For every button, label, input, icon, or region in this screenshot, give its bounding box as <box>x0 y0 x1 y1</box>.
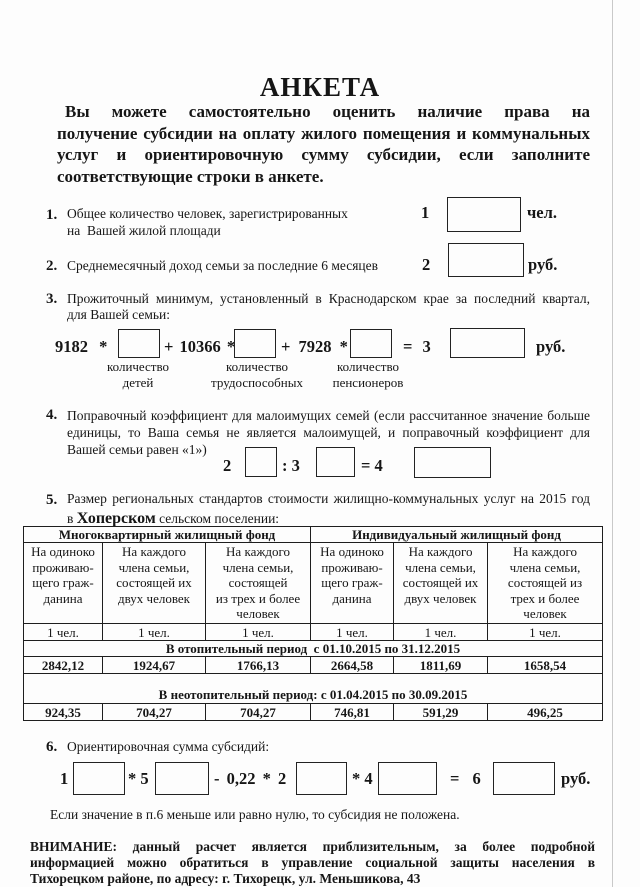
q4-divide-label: : 3 <box>282 456 300 475</box>
unit-cell: 1 чел. <box>311 624 394 641</box>
page-title: АНКЕТА <box>259 72 381 102</box>
q1-field-number: 1 <box>421 203 430 222</box>
unit-cell: 1 чел. <box>206 624 311 641</box>
q6-number: 6. <box>46 739 58 755</box>
q2-field-number: 2 <box>422 255 431 274</box>
q3-number: 3. <box>46 291 58 307</box>
q6-subsidy-sum-field[interactable] <box>493 762 555 795</box>
q1-people-count-field[interactable] <box>447 197 521 232</box>
q4-field-b[interactable] <box>316 447 355 477</box>
q6-field-2[interactable] <box>296 762 347 795</box>
warning-line-2: информацией можно обратиться в управление социальной защиты населения в <box>30 855 595 870</box>
q3-children-count-field[interactable] <box>118 329 160 358</box>
q4-field-a[interactable] <box>245 447 277 477</box>
intro-line-4: соответствующие строки в анкете. <box>57 167 324 186</box>
intro-line-1: Вы можете самостоятельно оценить наличие права на <box>65 102 590 121</box>
q1-text-line-2: на Вашей жилой площади <box>67 223 221 238</box>
value-cell: 746,81 <box>311 704 394 721</box>
column-header: На одиноко проживаю- щего граж- данина <box>311 543 394 624</box>
q5-settlement-name: Хоперском <box>76 510 156 527</box>
q4-start-number: 2 <box>223 456 232 475</box>
housing-standards-table <box>23 526 603 721</box>
q3-result-label: = 3 <box>403 337 431 356</box>
q4-coefficient-field[interactable] <box>414 447 491 478</box>
non-heating-period-label: В неотопительный период: с 01.04.2015 по 30.09.2015 <box>24 674 603 704</box>
q6-field-1[interactable] <box>73 762 125 795</box>
q2-income-field[interactable] <box>448 243 524 277</box>
q2-unit: руб. <box>528 255 558 274</box>
column-header: На каждого члена семьи, состоящей их двух человек <box>394 543 488 624</box>
q6-result-label: = 6 <box>450 769 481 788</box>
value-cell: 704,27 <box>103 704 206 721</box>
q6-start-number: 1 <box>60 769 69 788</box>
q3-label-workers: количество трудоспособных <box>211 359 303 390</box>
q3-children-rate: 9182 * <box>55 337 108 356</box>
intro-line-3: услуг и ориентировочную сумму субсидии, если заполните <box>57 145 590 164</box>
q6-unit: руб. <box>561 769 591 788</box>
q3-label-pensioners: количество пенсионеров <box>332 359 404 390</box>
q3-subsistence-minimum-field[interactable] <box>450 328 525 358</box>
q3-pensioners-count-field[interactable] <box>350 329 392 358</box>
value-cell: 591,29 <box>394 704 488 721</box>
q5-prefix: в <box>67 511 74 526</box>
value-cell: 2842,12 <box>24 657 103 674</box>
non-heating-values-row <box>24 704 603 721</box>
unit-cell: 1 чел. <box>488 624 603 641</box>
value-cell: 1658,54 <box>488 657 603 674</box>
warning-line-1: ВНИМАНИЕ: данный расчет является приблизительным, за более подробной <box>30 839 595 854</box>
value-cell: 704,27 <box>206 704 311 721</box>
q4-number: 4. <box>46 407 58 423</box>
q1-text-line-1: Общее количество человек, зарегистрированных <box>67 206 348 221</box>
q5-number: 5. <box>46 492 58 508</box>
column-header: На каждого члена семьи, состоящей из трех и более человек <box>206 543 311 624</box>
group-individual-fund: Индивидуальный жилищный фонд <box>311 527 603 543</box>
q4-text-line-1: Поправочный коэффициент для малоимущих семей (если рассчитанное значение больше <box>67 408 590 423</box>
non-heating-period-row <box>24 674 603 704</box>
group-apartment-fund: Многоквартирный жилищный фонд <box>24 527 311 543</box>
q3-unit: руб. <box>536 337 566 356</box>
q1-unit: чел. <box>527 203 558 222</box>
unit-cell: 1 чел. <box>24 624 103 641</box>
q3-text-line-2: для Вашей семьи: <box>67 307 170 322</box>
column-header: На каждого члена семьи, состоящей их двух человек <box>103 543 206 624</box>
q4-text-line-3: Вашей семьи равен «1») <box>67 442 207 457</box>
value-cell: 1811,69 <box>394 657 488 674</box>
value-cell: 1924,67 <box>103 657 206 674</box>
q2-number: 2. <box>46 258 58 274</box>
q6-op-3: * 4 <box>352 769 373 788</box>
unit-cell: 1 чел. <box>103 624 206 641</box>
q3-pensioners-rate: + 7928 * <box>281 337 348 356</box>
q4-text-line-2: единицы, то Ваша семья не является малоимущей, и поправочный коэффициент для <box>67 425 590 440</box>
q6-op-2: - 0,22 * 2 <box>214 769 287 788</box>
value-cell: 924,35 <box>24 704 103 721</box>
column-header: На одиноко проживаю- щего граж- данина <box>24 543 103 624</box>
q6-note: Если значение в п.6 меньше или равно нулю, то субсидия не положена. <box>50 807 460 822</box>
intro-line-2: получение субсидии на оплату жилого помещения и коммунальных <box>57 124 590 143</box>
warning-line-3: Тихорецком районе, по адресу: г. Тихорецк, ул. Меньшикова, 43 <box>30 871 421 886</box>
table-group-header-row <box>24 527 603 543</box>
q4-result-label: = 4 <box>361 456 383 475</box>
q6-field-5[interactable] <box>155 762 209 795</box>
value-cell: 2664,58 <box>311 657 394 674</box>
table-units-row <box>24 624 603 641</box>
q3-text-line-1: Прожиточный минимум, установленный в Краснодарском крае за последний квартал, <box>67 291 590 306</box>
column-header: На каждого члена семьи, состоящей из трех и более человек <box>488 543 603 624</box>
q6-field-4[interactable] <box>378 762 437 795</box>
q6-text: Ориентировочная сумма субсидий: <box>67 739 270 754</box>
q6-op-1: * 5 <box>128 769 149 788</box>
q2-text: Среднемесячный доход семьи за последние 6 месяцев <box>67 258 379 273</box>
table-column-header-row <box>24 543 603 624</box>
value-cell: 1766,13 <box>206 657 311 674</box>
q3-workers-rate: + 10366 * <box>164 337 236 356</box>
q5-text-line-1: Размер региональных стандартов стоимости жилищно-коммунальных услуг на 2015 год <box>67 491 590 506</box>
heating-period-label: В отопительный период с 01.10.2015 по 31.12.2015 <box>24 641 603 657</box>
heating-values-row <box>24 657 603 674</box>
q3-workers-count-field[interactable] <box>234 329 276 358</box>
value-cell: 496,25 <box>488 704 603 721</box>
q1-number: 1. <box>46 207 58 223</box>
heating-period-row <box>24 641 603 657</box>
unit-cell: 1 чел. <box>394 624 488 641</box>
scan-page-edge <box>612 0 613 887</box>
q5-suffix: сельском поселении: <box>159 511 280 526</box>
q3-label-children: количество детей <box>106 359 170 390</box>
